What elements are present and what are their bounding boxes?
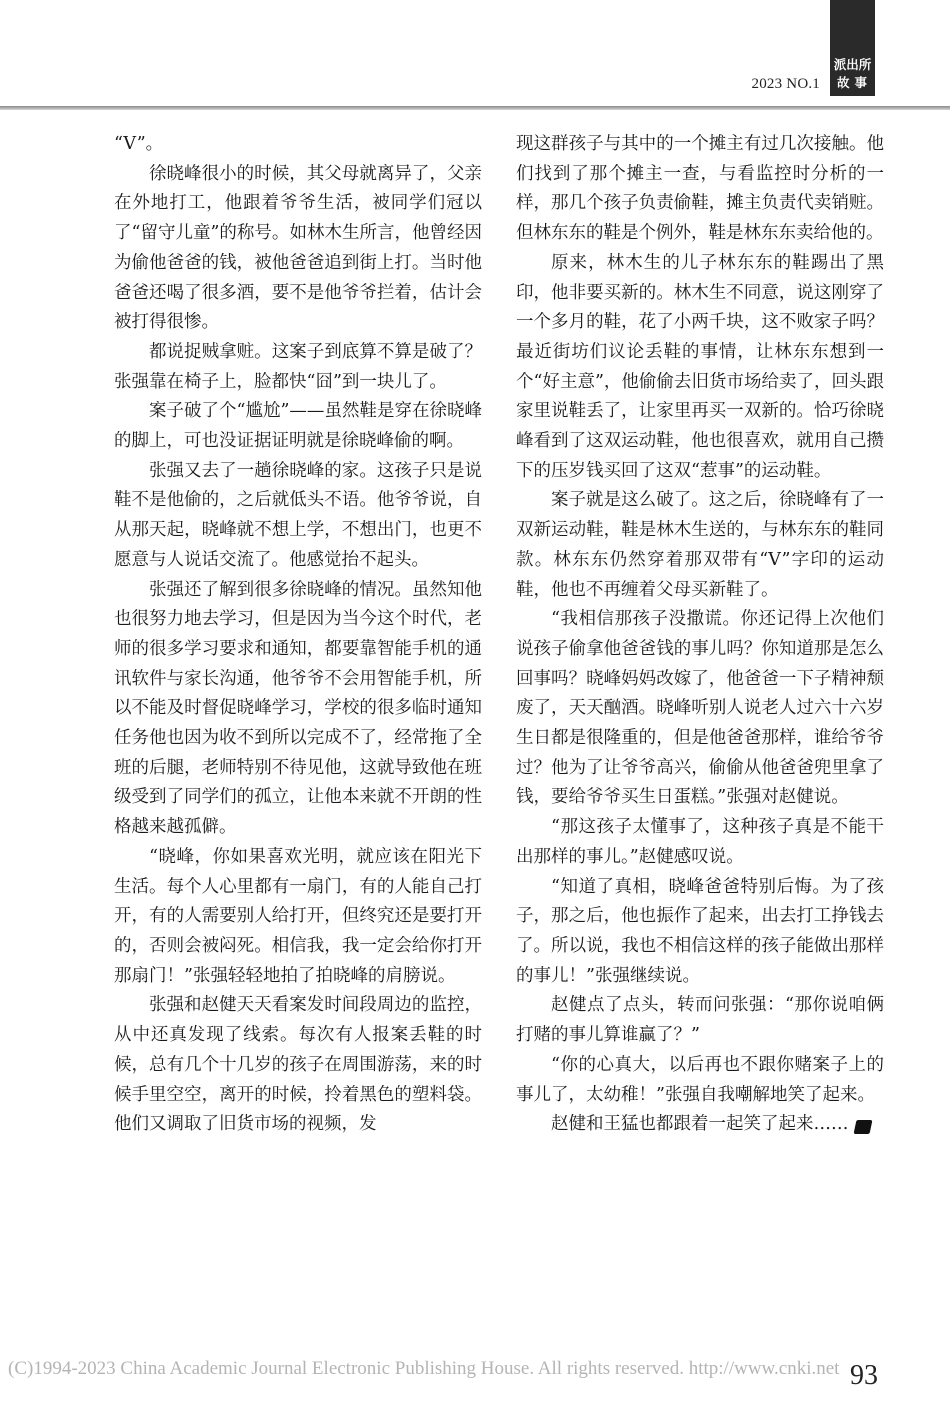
page-number: 93 <box>850 1360 878 1391</box>
paragraph: 赵健点了点头，转而问张强：“那你说咱俩打赌的事儿算谁赢了？” <box>516 995 884 1046</box>
final-paragraph-text: 赵健和王猛也都跟着一起笑了起来…… <box>551 1114 849 1135</box>
paragraph: 都说捉贼拿赃。这案子到底算不算是破了？张强靠在椅子上，脸都快“囧”到一块儿了。 <box>114 341 482 392</box>
end-of-article-icon: P <box>853 1120 872 1134</box>
left-column <box>114 130 482 1140</box>
header-divider <box>0 106 950 110</box>
paragraph: “那这孩子太懂事了，这种孩子真是不能干出那样的事儿。”赵健感叹说。 <box>516 817 884 867</box>
paragraph: 案子就是这么破了。这之后，徐晓峰有了一双新运动鞋，鞋是林木生送的，与林东东的鞋同款。林东东仍然穿着那双带有“V”字印的运动鞋，他也不再缠着父母买新鞋了。 <box>516 490 884 600</box>
paragraph: 张强和赵健天天看案发时间段周边的监控，从中还真发现了线索。每次有人报案丢鞋的时候，总有几个十几岁的孩子在周围游荡，来的时候手里空空，离开的时候，拎着黑色的塑料袋。他们又调取了旧货市场的视频，发 <box>114 995 482 1135</box>
paragraph: “知道了真相，晓峰爸爸特别后悔。为了孩子，那之后，他也振作了起来，出去打工挣钱去了。所以说，我也不相信这样的孩子能做出那样的事儿！”张强继续说。 <box>516 876 884 986</box>
section-badge <box>830 0 875 96</box>
issue-label: 2023 NO.1 <box>751 76 820 92</box>
paragraph: 徐晓峰很小的时候，其父母就离异了，父亲在外地打工，他跟着爷爷生活，被同学们冠以了“留守儿童”的称号。如林木生所言，他曾经因为偷他爸爸的钱，被他爸爸追到街上打。当时他爸爸还喝了很多酒，要不是他爷爷拦着，估计会被打得很惨。 <box>114 163 482 333</box>
paragraph: “我相信那孩子没撒谎。你还记得上次他们说孩子偷拿他爸爸钱的事儿吗？你知道那是怎么回事吗？晓峰妈妈改嫁了，他爸爸一下子精神颓废了，天天酗酒。晓峰听别人说老人过六十六岁生日都是很隆重的，但是他爸爸那样，谁给爷爷过？他为了让爷爷高兴，偷偷从他爸爸兜里拿了钱，要给爷爷买生日蛋糕。”张强对赵健说。 <box>516 609 884 808</box>
right-column <box>516 130 900 1140</box>
paragraph: “V”。 <box>114 134 164 154</box>
copyright-notice: (C)1994-2023 China Academic Journal Electronic Publishing House. All rights reserved. http://www.cnki.net <box>8 1358 840 1379</box>
paragraph: 现这群孩子与其中的一个摊主有过几次接触。他们找到了那个摊主一查，与看监控时分析的一样，那几个孩子负责偷鞋，摊主负责代卖销赃。但林东东的鞋是个例外，鞋是林东东卖给他的。 <box>516 134 884 244</box>
paragraph: 张强还了解到很多徐晓峰的情况。虽然知他也很努力地去学习，但是因为当今这个时代，老师的很多学习要求和通知，都要靠智能手机的通讯软件与家长沟通，他爷爷不会用智能手机，所以不能及时督促晓峰学习，学校的很多临时通知任务他也因为收不到所以完成不了，经常拖了全班的后腿，老师特别不待见他，这就导致他在班级受到了同学们的孤立，让他本来就不开朗的性格越来越孤僻。 <box>114 579 482 838</box>
paragraph: 原来，林木生的儿子林东东的鞋踢出了黑印，他非要买新的。林木生不同意，说这刚穿了一个多月的鞋，花了小两千块，这不败家子吗？最近街坊们议论丢鞋的事情，让林东东想到一个“好主意”，他偷偷去旧货市场给卖了，回头跟家里说鞋丢了，让家里再买一双新的。恰巧徐晓峰看到了这双运动鞋，他也很喜欢，就用自己攒下的压岁钱买回了这双“惹事”的运动鞋。 <box>516 252 884 481</box>
paragraph: 案子破了个“尴尬”——虽然鞋是穿在徐晓峰的脚上，可也没证据证明就是徐晓峰偷的啊。 <box>114 401 482 452</box>
section-label-line1: 派出所 <box>833 57 872 72</box>
paragraph: “晓峰，你如果喜欢光明，就应该在阳光下生活。每个人心里都有一扇门，有的人能自己打开，有的人需要别人给打开，但终究还是要打开的，否则会被闷死。相信我，我一定会给你打开那扇门！”张强轻轻地拍了拍晓峰的肩膀说。 <box>114 846 482 986</box>
section-label-line2: 故事 <box>836 75 872 90</box>
paragraph: “你的心真大，以后再也不跟你赌案子上的事儿了，太幼稚！”张强自我嘲解地笑了起来。 <box>516 1054 884 1105</box>
paragraph: 张强又去了一趟徐晓峰的家。这孩子只是说鞋不是他偷的，之后就低头不语。他爷爷说，自从那天起，晓峰就不想上学，不想出门，也更不愿意与人说话交流了。他感觉抬不起头。 <box>114 460 482 570</box>
final-paragraph <box>516 1110 900 1140</box>
